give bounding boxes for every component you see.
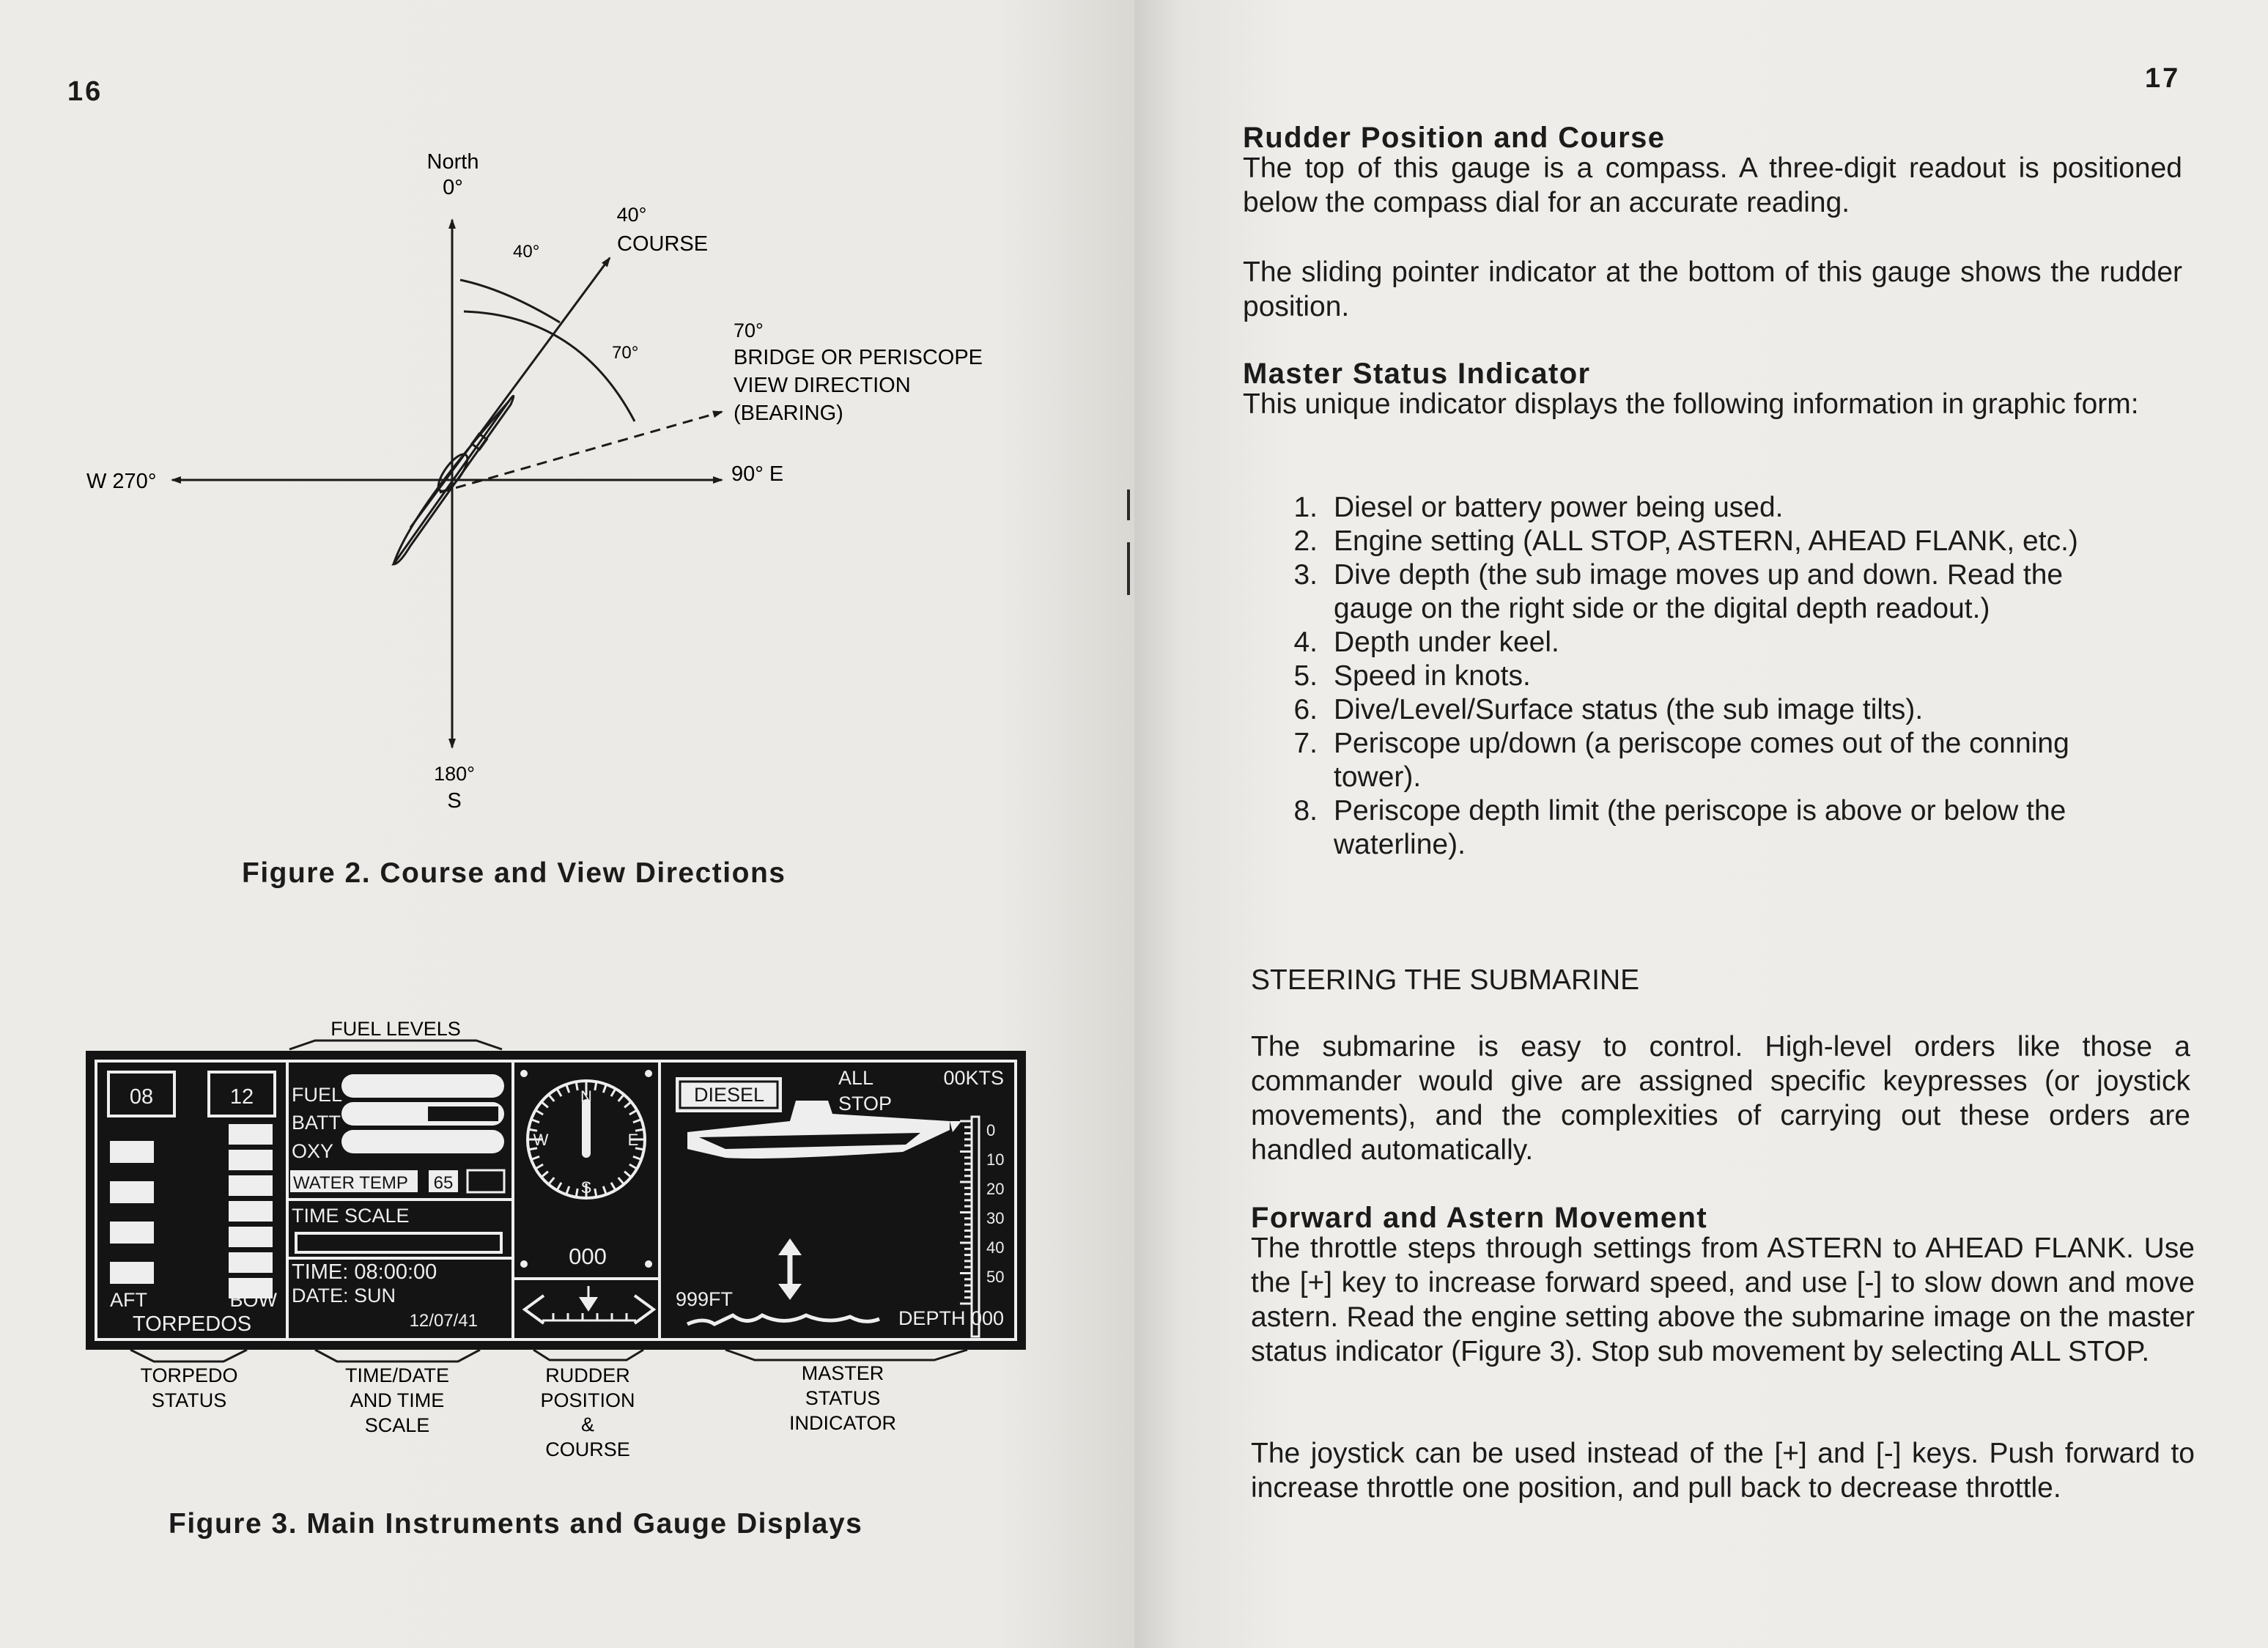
list-number: 7. <box>1293 728 1318 759</box>
water-temp-label: WATER TEMP <box>293 1173 408 1193</box>
date-value: 12/07/41 <box>409 1311 478 1331</box>
aft-torpedo-count: 08 <box>129 1085 154 1109</box>
list-item <box>1274 794 2094 862</box>
steering-paragraph-1: The submarine is easy to control. High-level orders like those a commander would give are assigned specific keypresses (or joystick movements), and the complexities of carrying out these orders are handled automatically. <box>1251 1031 2190 1166</box>
time-scale-label: TIME SCALE <box>292 1205 410 1227</box>
north-degrees: 0° <box>443 176 463 199</box>
compass-e: E <box>627 1131 639 1149</box>
speed-readout: 00KTS <box>943 1067 1004 1089</box>
list-item <box>1274 659 2094 693</box>
figure-2-course-diagram <box>0 0 1134 879</box>
compass-s: S <box>580 1178 592 1197</box>
aft-label: AFT <box>110 1289 147 1311</box>
stop-label: STOP <box>838 1093 893 1115</box>
time-readout: TIME: 08:00:00 <box>292 1260 437 1284</box>
torpedos-label: TORPEDOS <box>132 1312 252 1336</box>
depth-scale-0: 0 <box>986 1121 996 1139</box>
steering-heading: STEERING THE SUBMARINE <box>1251 964 1640 996</box>
course-readout: 000 <box>569 1244 607 1269</box>
page-number-right: 17 <box>2145 63 2181 94</box>
callout-torpedo-2: STATUS <box>151 1389 227 1411</box>
figure-2-caption: Figure 2. Course and View Directions <box>242 857 786 889</box>
list-item <box>1274 558 2094 626</box>
list-number: 1. <box>1293 492 1318 523</box>
list-item <box>1274 727 2094 794</box>
list-text: Depth under keel. <box>1334 627 1559 658</box>
callout-time-2: AND TIME <box>350 1389 445 1411</box>
view-label-3: (BEARING) <box>734 402 843 425</box>
oxy-label: OXY <box>292 1140 334 1162</box>
view-label-1: BRIDGE OR PERISCOPE <box>734 346 983 369</box>
batt-label: BATT <box>292 1112 341 1134</box>
list-text: Periscope depth limit (the periscope is above or below the waterline). <box>1334 795 2066 860</box>
course-label: COURSE <box>617 232 709 256</box>
bow-torpedo-tubes <box>229 1124 273 1298</box>
fuel-gauge <box>341 1074 504 1098</box>
figure-3-instrument-panel <box>0 997 1134 1480</box>
list-number: 6. <box>1293 694 1318 725</box>
binding-mark <box>1127 489 1130 520</box>
forward-paragraph-1: The throttle steps through settings from ASTERN to AHEAD FLANK. Use the [+] key to increase forward speed, and use [-] to slow down and move astern. Read the engine setting above the submarine image on the master status indicator (Figure 3). Stop sub movement by selecting ALL STOP. <box>1251 1233 2195 1367</box>
course-degrees: 40° <box>616 204 647 226</box>
depth-scale-40: 40 <box>986 1238 1005 1257</box>
depth-scale-50: 50 <box>986 1268 1005 1286</box>
all-label: ALL <box>838 1067 874 1089</box>
rudder-indicator <box>517 1282 655 1335</box>
course-arrow <box>410 258 610 528</box>
compass-n: N <box>580 1087 592 1106</box>
list-item <box>1274 626 2094 659</box>
west-label: W 270° <box>86 470 157 493</box>
date-readout: DATE: SUN <box>292 1285 396 1307</box>
callout-time-1: TIME/DATE <box>344 1364 450 1386</box>
depth-scale-10: 10 <box>986 1150 1005 1169</box>
page-number-left: 16 <box>67 76 103 107</box>
master-heading: Master Status Indicator <box>1243 358 1591 390</box>
list-number: 8. <box>1293 795 1318 827</box>
rudder-paragraph-1: The top of this gauge is a compass. A three-digit readout is positioned below the compass dial for an accurate reading. <box>1243 152 2182 218</box>
bow-label: BOW <box>229 1289 277 1311</box>
forward-heading: Forward and Astern Movement <box>1251 1202 1708 1234</box>
list-text: Engine setting (ALL STOP, ASTERN, AHEAD FLANK, etc.) <box>1334 525 2078 557</box>
list-number: 5. <box>1293 660 1318 692</box>
north-label: North <box>426 150 479 174</box>
list-item <box>1274 525 2094 558</box>
list-item <box>1274 491 2094 525</box>
arc-70 <box>464 311 635 421</box>
diesel-label: DIESEL <box>693 1084 765 1106</box>
callout-rudder-1: RUDDER <box>545 1364 630 1386</box>
master-paragraph-1: This unique indicator displays the following information in graphic form: <box>1243 388 2139 420</box>
depth-scale-30: 30 <box>986 1209 1005 1227</box>
callout-torpedo-1: TORPEDO <box>140 1364 238 1386</box>
south-degrees: 180° <box>434 763 475 785</box>
view-label-2: VIEW DIRECTION <box>734 374 911 397</box>
compass-tick <box>576 1189 577 1197</box>
callout-master-2: STATUS <box>805 1387 881 1409</box>
arc-40-label: 40° <box>513 242 540 262</box>
list-text: Dive depth (the sub image moves up and down. Read the gauge on the right side or the digital depth readout.) <box>1334 559 2064 624</box>
callout-rudder-4: COURSE <box>545 1438 630 1460</box>
list-text: Speed in knots. <box>1334 660 1531 692</box>
forward-paragraph-2: The joystick can be used instead of the [+] and [-] keys. Push forward to increase throttle one position, and pull back to decrease throttle. <box>1251 1438 2195 1504</box>
callout-time-3: SCALE <box>364 1414 430 1436</box>
right-page <box>1134 0 2268 1648</box>
oxygen-gauge <box>341 1130 504 1153</box>
callout-master-1: MASTER <box>801 1362 884 1384</box>
master-status-list <box>1274 491 2094 862</box>
binding-mark <box>1127 542 1130 595</box>
list-text: Dive/Level/Surface status (the sub image tilts). <box>1334 694 1924 725</box>
keel-depth-readout: 999FT <box>676 1288 734 1310</box>
list-text: Diesel or battery power being used. <box>1334 492 1784 523</box>
arc-70-label: 70° <box>612 343 639 363</box>
depth-scale-20: 20 <box>986 1180 1005 1198</box>
list-number: 3. <box>1293 559 1318 591</box>
east-label: 90° E <box>731 462 784 486</box>
compass-tick <box>595 1082 596 1090</box>
callout-rudder-2: POSITION <box>540 1389 635 1411</box>
depth-readout: DEPTH 000 <box>898 1307 1004 1329</box>
fuel-levels-label: FUEL LEVELS <box>330 1018 461 1040</box>
callout-rudder-3: & <box>580 1414 595 1435</box>
depth-scale-bar <box>972 1117 979 1337</box>
compass-w: W <box>533 1131 549 1149</box>
list-number: 4. <box>1293 627 1318 658</box>
view-degrees: 70° <box>734 319 764 341</box>
rudder-paragraph-2: The sliding pointer indicator at the bottom of this gauge shows the rudder position. <box>1243 256 2182 322</box>
figure-3-caption: Figure 3. Main Instruments and Gauge Displays <box>169 1508 863 1540</box>
callout-master-3: INDICATOR <box>788 1412 897 1434</box>
compass-needle <box>582 1099 591 1158</box>
rudder-heading: Rudder Position and Course <box>1243 122 1666 154</box>
list-text: Periscope up/down (a periscope comes out of the conning tower). <box>1334 728 2069 793</box>
fuel-label: FUEL <box>292 1084 343 1106</box>
water-temp-value: 65 <box>433 1173 454 1193</box>
list-item <box>1274 693 2094 727</box>
time-scale-bar <box>296 1233 501 1252</box>
list-number: 2. <box>1293 525 1318 557</box>
south-label: S <box>447 789 462 813</box>
compass-tick <box>595 1189 596 1197</box>
bow-torpedo-count: 12 <box>229 1085 254 1109</box>
arc-40 <box>460 280 560 322</box>
compass-tick <box>576 1082 577 1090</box>
